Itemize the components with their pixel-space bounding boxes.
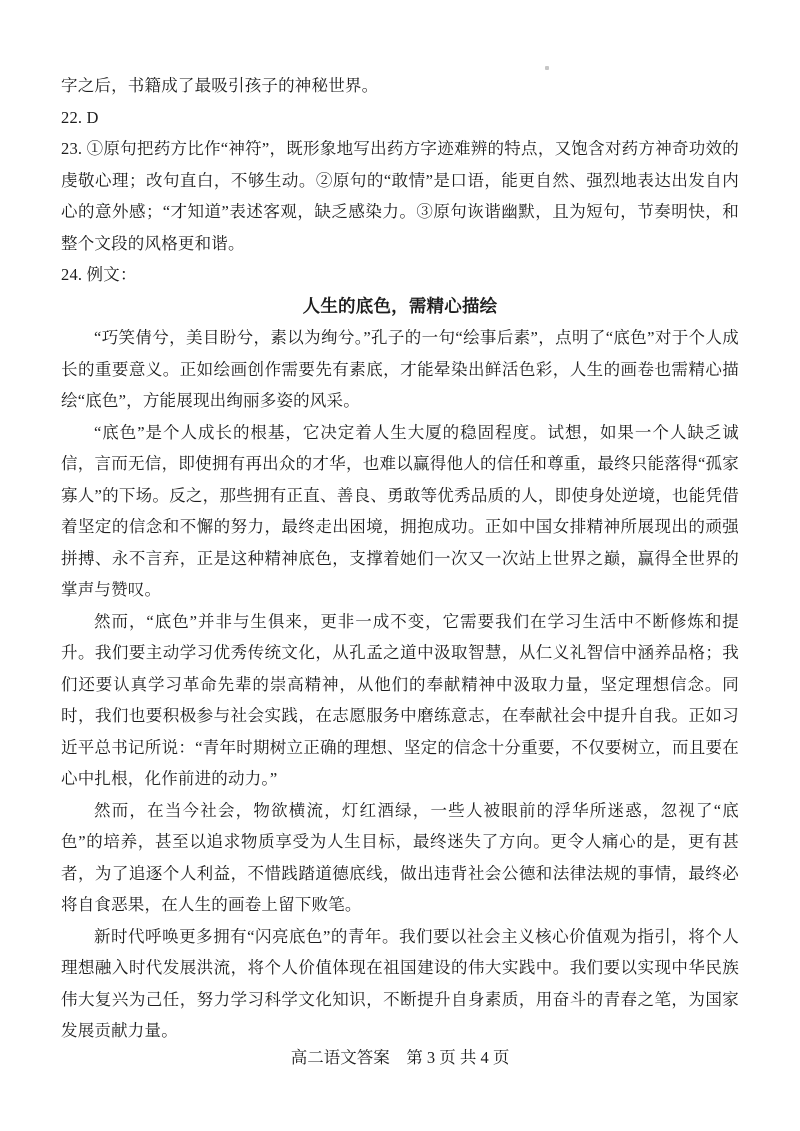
page-footer [0,1044,800,1072]
essay-paragraph-1: “巧笑倩兮，美目盼兮，素以为绚兮。”孔子的一句“绘事后素”，点明了“底色”对于个人成长的重要意义。正如绘画创作需要先有素底，才能晕染出鲜活色彩，人生的画卷也需精心描绘“底色”，方能展现出绚丽多姿的风采。 [61,328,739,410]
answer-item-22: 22. D [61,107,99,127]
essay-paragraph-5: 新时代呼唤更多拥有“闪亮底色”的青年。我们要以社会主义核心价值观为指引，将个人理想融入时代发展洪流，将个人价值体现在祖国建设的伟大实践中。我们要以实现中华民族伟大复兴为己任，努力学习科学文化知识，不断提升自身素质，用奋斗的青春之笔，为国家发展贡献力量。 [61,926,739,1040]
answer-item-24-label: 24. 例文： [61,265,137,284]
essay-title: 人生的底色，需精心描绘 [302,295,498,316]
essay-paragraph-4: 然而，在当今社会，物欲横流，灯红酒绿，一些人被眼前的浮华所迷惑，忽视了“底色”的培养，甚至以追求物质享受为人生目标，最终迷失了方向。更令人痛心的是，更有甚者，为了追逐个人利益，不惜践踏道德底线，做出违背社会公德和法律法规的事情，最终必将自食恶果，在人生的画卷上留下败笔。 [61,800,739,914]
essay-paragraph-3: 然而，“底色”并非与生俱来，更非一成不变，它需要我们在学习生活中不断修炼和提升。我们要主动学习优秀传统文化，从孔孟之道中汲取智慧，从仁义礼智信中涵养品格；我们还要认真学习革命先辈的崇高精神，从他们的奉献精神中汲取力量，坚定理想信念。同时，我们也要积极参与社会实践，在志愿服务中磨练意志，在奉献社会中提升自我。正如习近平总书记所说：“青年时期树立正确的理想、坚定的信念十分重要，不仅要树立，而且要在心中扎根，化作前进的动力。” [61,611,739,788]
paragraph-continuation: 字之后，书籍成了最吸引孩子的神秘世界。 [61,76,379,95]
essay-paragraph-2: “底色”是个人成长的根基，它决定着人生大厦的稳固程度。试想，如果一个人缺乏诚信，言而无信，即使拥有再出众的才华，也难以赢得他人的信任和尊重，最终只能落得“孤家寡人”的下场。反之，那些拥有正直、善良、勇敢等优秀品质的人，即使身处逆境，也能凭借着坚定的信念和不懈的努力，最终走出困境，拥抱成功。正如中国女排精神所展现出的顽强拼搏、永不言弃，正是这种精神底色，支撑着她们一次又一次站上世界之巅，赢得全世界的掌声与赞叹。 [61,422,739,599]
answer-sheet-content [61,70,739,1047]
page-footer-text: 高二语文答案 第 3 页 共 4 页 [290,1048,510,1067]
answer-item-23: 23. ①原句把药方比作“神符”，既形象地写出药方字迹难辨的特点，又饱含对药方神奇功效的虔敬心理；改句直白，不够生动。②原句的“敢情”是口语，能更自然、强烈地表达出发自内心的意外感；“才知道”表述客观，缺乏感染力。③原句诙谐幽默，且为短句，节奏明快，和整个文段的风格更和谐。 [61,139,739,253]
